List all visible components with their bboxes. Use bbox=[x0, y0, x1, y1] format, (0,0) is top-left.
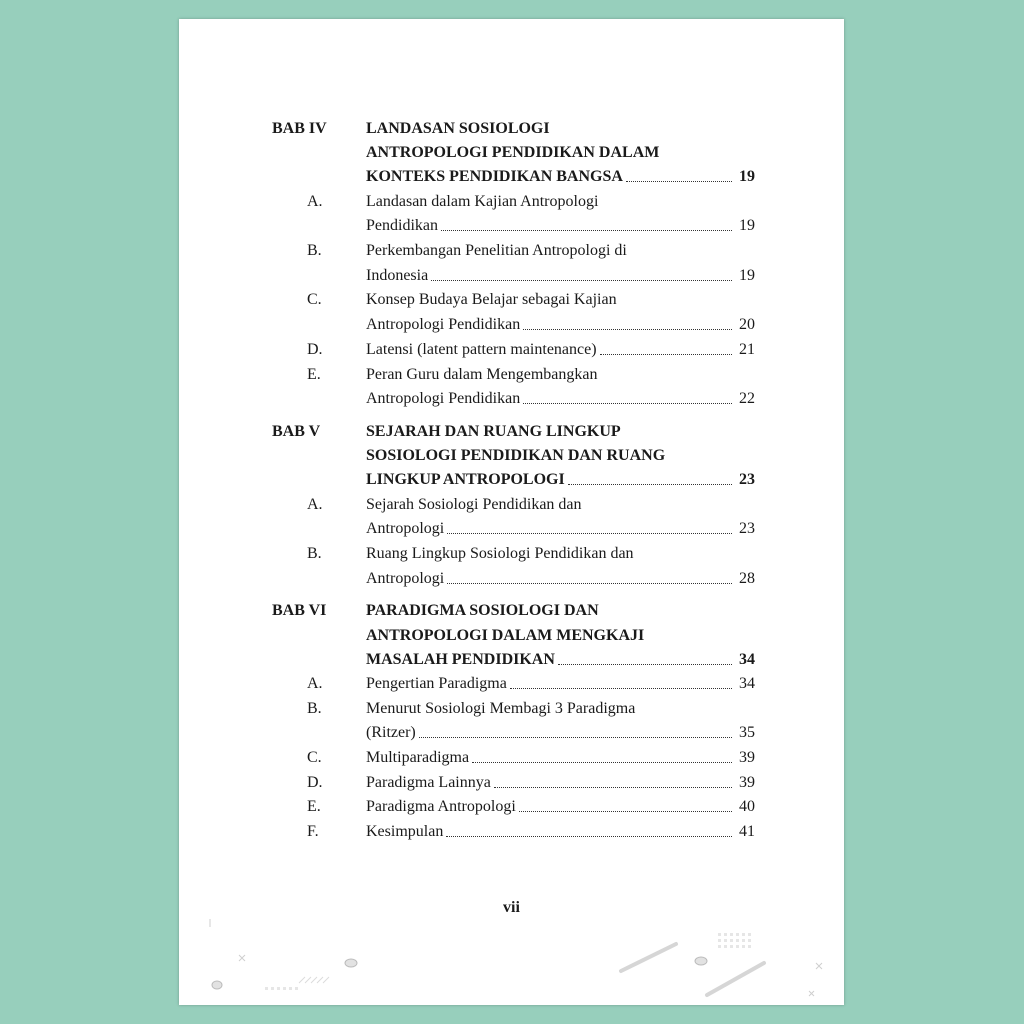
chapter-title-line[interactable] bbox=[366, 166, 755, 188]
section-letter: E. bbox=[307, 798, 321, 816]
section-entry-line[interactable] bbox=[366, 568, 755, 590]
chapter-title-line[interactable]: ANTROPOLOGI PENDIDIKAN DALAM bbox=[366, 144, 660, 162]
section-page-number: 39 bbox=[739, 773, 755, 791]
dot-leader bbox=[568, 484, 732, 485]
section-page-number: 20 bbox=[739, 316, 755, 334]
page-number: vii bbox=[503, 899, 520, 916]
table-of-contents bbox=[179, 19, 844, 1005]
section-entry-line[interactable]: Sejarah Sosiologi Pendidikan dan bbox=[366, 495, 582, 513]
chapter-title-line[interactable]: SEJARAH DAN RUANG LINGKUP bbox=[366, 422, 621, 440]
section-page-number: 21 bbox=[739, 340, 755, 358]
section-letter: A. bbox=[307, 495, 323, 513]
dot-leader bbox=[600, 354, 732, 355]
section-page-number: 40 bbox=[739, 798, 755, 816]
section-entry-line[interactable] bbox=[366, 796, 755, 818]
section-title-text: Kesimpulan bbox=[366, 823, 444, 841]
dot-leader bbox=[510, 688, 732, 689]
section-title-text: Antropologi bbox=[366, 569, 445, 587]
section-letter: A. bbox=[307, 674, 323, 692]
section-entry-line[interactable]: Perkembangan Penelitian Antropologi di bbox=[366, 242, 627, 259]
dot-leader bbox=[431, 280, 732, 281]
section-letter: D. bbox=[307, 340, 323, 358]
section-title-text: Pengertian Paradigma bbox=[366, 674, 507, 692]
section-letter: C. bbox=[307, 749, 322, 766]
chapter-page-number: 23 bbox=[739, 471, 755, 489]
section-page-number: 39 bbox=[739, 749, 755, 766]
dot-leader bbox=[419, 737, 732, 738]
section-page-number: 22 bbox=[739, 390, 755, 408]
section-entry-line[interactable] bbox=[366, 747, 755, 769]
dot-leader bbox=[626, 181, 732, 182]
chapter-title-text: MASALAH PENDIDIKAN bbox=[366, 650, 555, 668]
section-title-text: Latensi (latent pattern maintenance) bbox=[366, 340, 597, 358]
section-entry-line[interactable]: Konsep Budaya Belajar sebagai Kajian bbox=[366, 291, 617, 309]
section-letter: C. bbox=[307, 291, 322, 309]
chapter-title-line[interactable]: ANTROPOLOGI DALAM MENGKAJI bbox=[366, 626, 645, 644]
chapter-page-number: 19 bbox=[739, 168, 755, 186]
chapter-title-line[interactable]: PARADIGMA SOSIOLOGI DAN bbox=[366, 602, 599, 620]
section-letter: F. bbox=[307, 823, 319, 841]
chapter-title-line[interactable]: LANDASAN SOSIOLOGI bbox=[366, 120, 550, 137]
section-entry-line[interactable] bbox=[366, 722, 755, 744]
section-page-number: 23 bbox=[739, 520, 755, 538]
chapter-label: BAB VI bbox=[272, 602, 327, 620]
dot-leader bbox=[441, 230, 732, 231]
dot-leader bbox=[523, 329, 732, 330]
section-page-number: 28 bbox=[739, 569, 755, 587]
dot-leader bbox=[447, 583, 732, 584]
section-page-number: 35 bbox=[739, 724, 755, 742]
dot-leader bbox=[494, 787, 732, 788]
section-entry-line[interactable] bbox=[366, 215, 755, 237]
section-title-text: Antropologi Pendidikan bbox=[366, 390, 521, 408]
section-page-number: 41 bbox=[739, 823, 755, 841]
chapter-title-line[interactable]: SOSIOLOGI PENDIDIKAN DAN RUANG bbox=[366, 447, 666, 465]
section-entry-line[interactable] bbox=[366, 265, 755, 287]
chapter-title-line[interactable] bbox=[366, 469, 755, 491]
dot-leader bbox=[472, 762, 732, 763]
section-title-text: (Ritzer) bbox=[366, 724, 416, 742]
section-letter: B. bbox=[307, 699, 322, 717]
section-entry-line[interactable]: Ruang Lingkup Sosiologi Pendidikan dan bbox=[366, 544, 634, 562]
section-entry-line[interactable] bbox=[366, 314, 755, 336]
section-page-number: 19 bbox=[739, 266, 755, 284]
chapter-page-number: 34 bbox=[739, 650, 755, 668]
dot-leader bbox=[558, 664, 732, 665]
section-entry-line[interactable] bbox=[366, 518, 755, 540]
dot-leader bbox=[447, 533, 732, 534]
section-entry-line[interactable] bbox=[366, 821, 755, 843]
section-letter: B. bbox=[307, 544, 322, 562]
section-title-text: Paradigma Lainnya bbox=[366, 773, 491, 791]
chapter-label: BAB IV bbox=[272, 120, 327, 137]
section-entry-line[interactable] bbox=[366, 339, 755, 361]
section-entry-line[interactable]: Peran Guru dalam Mengembangkan bbox=[366, 365, 598, 383]
decorative-footer-pattern bbox=[179, 899, 844, 1005]
section-entry-line[interactable]: Menurut Sosiologi Membagi 3 Paradigma bbox=[366, 699, 636, 717]
section-letter: E. bbox=[307, 365, 321, 383]
chapter-title-line[interactable] bbox=[366, 649, 755, 671]
chapter-label: BAB V bbox=[272, 422, 321, 440]
chapter-title-text: KONTEKS PENDIDIKAN BANGSA bbox=[366, 168, 623, 186]
document-page bbox=[179, 19, 844, 1005]
section-title-text: Antropologi Pendidikan bbox=[366, 316, 521, 334]
section-title-text: Antropologi bbox=[366, 520, 445, 538]
chapter-title-text: LINGKUP ANTROPOLOGI bbox=[366, 471, 565, 489]
section-letter: B. bbox=[307, 242, 322, 259]
section-entry-line[interactable]: Landasan dalam Kajian Antropologi bbox=[366, 192, 599, 210]
dot-leader bbox=[519, 811, 732, 812]
section-page-number: 34 bbox=[739, 674, 755, 692]
section-title-text: Pendidikan bbox=[366, 217, 438, 235]
section-page-number: 19 bbox=[739, 217, 755, 235]
section-entry-line[interactable] bbox=[366, 673, 755, 695]
section-letter: A. bbox=[307, 192, 323, 210]
section-title-text: Indonesia bbox=[366, 266, 429, 284]
section-title-text: Paradigma Antropologi bbox=[366, 798, 516, 816]
dot-leader bbox=[523, 403, 732, 404]
section-title-text: Multiparadigma bbox=[366, 749, 470, 766]
section-entry-line[interactable] bbox=[366, 388, 755, 410]
dot-leader bbox=[446, 836, 732, 837]
section-letter: D. bbox=[307, 773, 323, 791]
section-entry-line[interactable] bbox=[366, 772, 755, 794]
